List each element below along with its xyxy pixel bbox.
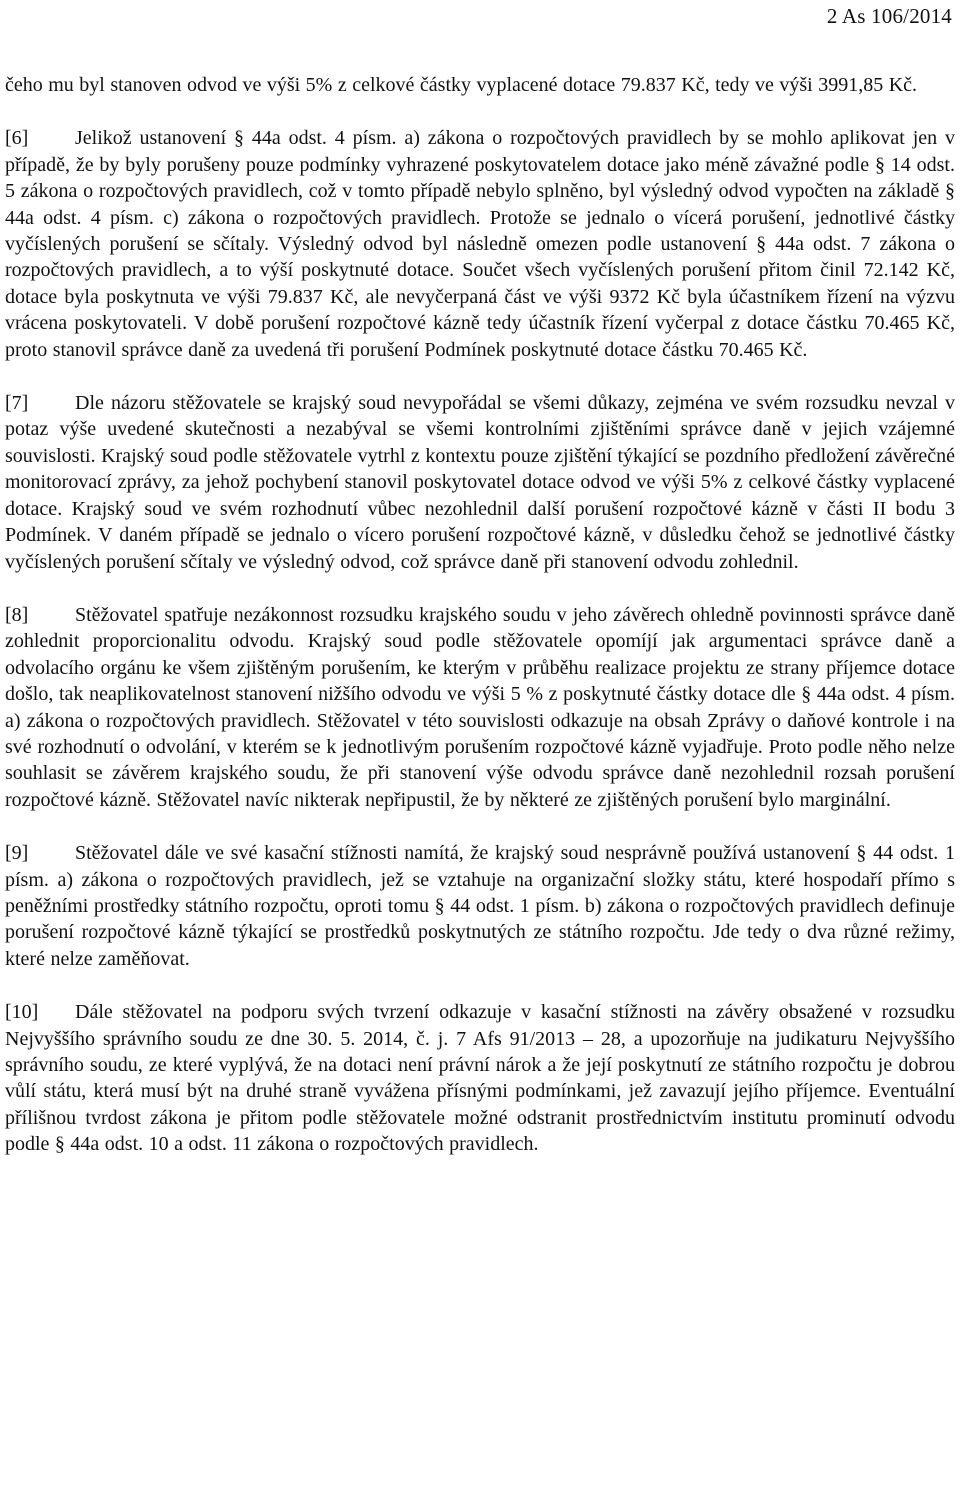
paragraph-10 [5, 999, 955, 1157]
paragraph-continuation [5, 72, 955, 98]
paragraph-number: [8] [5, 603, 29, 626]
paragraph-text: Dle názoru stěžovatele se krajský soud nevypořádal se všemi důkazy, zejména ve svém rozsudku nevzal v potaz výše uvedené skutečnosti a nezabýval se všemi kontrolními zjištěními správce daně v jejich vzájemné souvislosti. Krajský soud podle stěžovatele vytrhl z kontextu pouze zjištění týkající se pozdního předložení závěrečné monitorovací zprávy, za jehož pochybení stanovil poskytovatel dotace odvod ve výši 5% z celkové částky vyplacené dotace. Krajský soud ve svém rozhodnutí vůbec nezohlednil další porušení rozpočtové kázně v části II bodu 3 Podmínek. V daném případě se jednalo o vícero porušení rozpočtové kázně, v důsledku čehož se jednotlivé částky vyčíslených porušení sčítaly ve výsledný odvod, což správce daně při stanovení odvodu zohlednil. [5, 392, 955, 573]
page-number: 2 As 106/2014 [826, 4, 952, 28]
paragraph-number: [9] [5, 842, 29, 865]
paragraph-6 [5, 125, 955, 363]
paragraph-number: [10] [5, 1001, 39, 1024]
paragraph-text: Dále stěžovatel na podporu svých tvrzení odkazuje v kasační stížnosti na závěry obsažené v rozsudku Nejvyššího správního soudu ze dne 30. 5. 2014, č. j. 7 Afs 91/2013 – 28, a upozorňuje na judikaturu Nejvyššího správního soudu, ze které vyplývá, že na dotaci není právní nárok a že její poskytnutí ze státního rozpočtu je dobrou vůlí státu, která musí být na druhé straně vyvážena přísnými podmínkami, jež zavazují jejího příjemce. Eventuální přílišnou tvrdost zákona je přitom podle stěžovatele možné odstranit prostřednictvím institutu prominutí odvodu podle § 44a odst. 10 a odst. 11 zákona o rozpočtových pravidlech. [5, 1001, 955, 1156]
paragraph-7 [5, 390, 955, 575]
paragraph-number: [6] [5, 127, 29, 150]
document-body [5, 72, 955, 1185]
paragraph-number: [7] [5, 392, 29, 415]
paragraph-8 [5, 602, 955, 813]
paragraph-text: Stěžovatel spatřuje nezákonnost rozsudku krajského soudu v jeho závěrech ohledně povinnosti správce daně zohlednit proporcionalitu odvodu. Krajský soud podle stěžovatele opomíjí jak argumentaci správce daně a odvolacího orgánu ke všem zjištěným porušením, ke kterým v průběhu realizace projektu ze strany příjemce dotace došlo, tak neaplikovatelnost stanovení nižšího odvodu ve výši 5 % z poskytnuté částky dotace dle § 44a odst. 4 písm. a) zákona o rozpočtových pravidlech. Stěžovatel v této souvislosti odkazuje na obsah Zprávy o daňové kontrole i na své rozhodnutí o odvolání, v kterém se k jednotlivým porušením rozpočtové kázně vyjadřuje. Proto podle něho nelze souhlasit se závěrem krajského soudu, že při stanovení výše odvodu správce daně nezohlednil rozsah porušení rozpočtové kázně. Stěžovatel navíc nikterak nepřipustil, že by některé ze zjištěných porušení bylo marginální. [5, 603, 955, 811]
paragraph-text: čeho mu byl stanoven odvod ve výši 5% z celkové částky vyplacené dotace 79.837 Kč, tedy ve výši 3991,85 Kč. [5, 74, 918, 96]
paragraph-9 [5, 840, 955, 972]
paragraph-text: Jelikož ustanovení § 44a odst. 4 písm. a) zákona o rozpočtových pravidlech by se mohlo aplikovat jen v případě, že by byly porušeny pouze podmínky vyhrazené poskytovatelem dotace jako méně závažné podle § 14 odst. 5 zákona o rozpočtových pravidlech, což v tomto případě nebylo splněno, byl výsledný odvod vypočten na základě § 44a odst. 4 písm. c) zákona o rozpočtových pravidlech. Protože se jednalo o vícerá porušení, jednotlivé částky vyčíslených porušení se sčítaly. Výsledný odvod byl následně omezen podle ustanovení § 44a odst. 7 zákona o rozpočtových pravidlech, a to výší poskytnuté dotace. Součet všech vyčíslených porušení přitom činil 72.142 Kč, dotace byla poskytnuta ve výši 79.837 Kč, ale nevyčerpaná část ve výši 9372 Kč byla účastníkem řízení na výzvu vrácena poskytovateli. V době porušení rozpočtové kázně tedy účastník řízení vyčerpal z dotace částku 70.465 Kč, proto stanovil správce daně za uvedená tři porušení Podmínek poskytnuté dotace částku 70.465 Kč. [5, 127, 955, 361]
paragraph-text: Stěžovatel dále ve své kasační stížnosti namítá, že krajský soud nesprávně používá ustanovení § 44 odst. 1 písm. a) zákona o rozpočtových pravidlech, jež se vztahuje na organizační složky státu, které hospodaří přímo s peněžními prostředky státního rozpočtu, oproti tomu § 44 odst. 1 písm. b) zákona o rozpočtových pravidlech definuje porušení rozpočtové kázně týkající se prostředků poskytnutých ze státního rozpočtu. Jde tedy o dva různé režimy, které nelze zaměňovat. [5, 842, 955, 970]
